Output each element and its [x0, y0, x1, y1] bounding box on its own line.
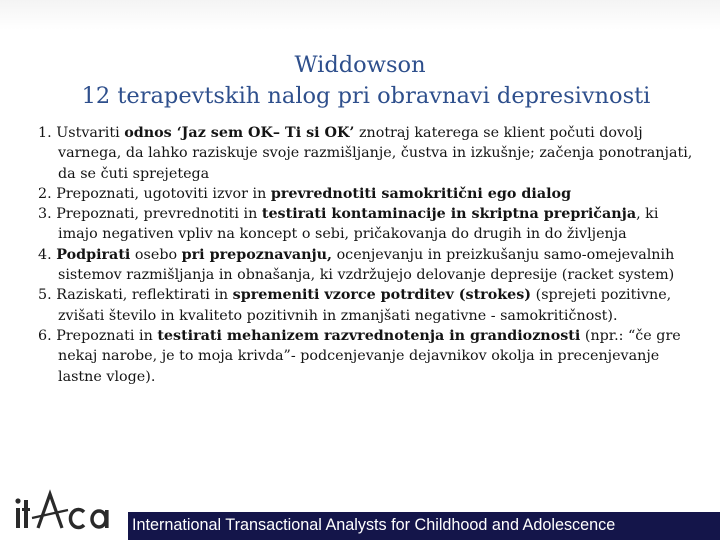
task-emphasis: prevrednotiti samokritični ego dialog: [270, 185, 572, 202]
task-emphasis: odnos ‘Jaz sem OK– Ti si OK’: [124, 125, 355, 141]
logo-letter-i: [16, 508, 20, 528]
task-emphasis: pri prepoznavanju,: [181, 246, 333, 263]
task-number: 4.: [38, 246, 52, 263]
title-line-2: 12 terapevtskih nalog pri obravnavi depresivnosti: [81, 83, 651, 109]
task-emphasis: testirati kontaminacije in skriptna prepričanja: [261, 206, 637, 223]
task-text: Prepoznati, ugotoviti izvor in: [51, 185, 271, 202]
footer-bar: [128, 512, 720, 540]
task-item-2: [38, 184, 698, 204]
task-number: 6.: [38, 327, 52, 344]
task-list: [38, 123, 698, 387]
task-text: znotraj katerega se klient počuti dovolj varnega, da lahko raziskuje svoje razmišljanje, čustva in izkušnje; začenja ponotranjati, da se čuti sprejetega: [58, 125, 693, 182]
slide-title: [0, 50, 720, 112]
task-number: 5.: [38, 287, 52, 304]
footer-text: International Transactional Analysts for Childhood and Adolescence: [132, 516, 616, 534]
task-text: ocenjevanju in preizkušanju samo-omejevalnih sistemov razmišljanja in obnašanja, ki vzdržujejo delovanje depresije (racket system): [58, 246, 675, 284]
task-emphasis: testirati mehanizem razvrednotenja in grandioznosti: [157, 327, 581, 344]
itaca-logo: [12, 488, 122, 534]
title-line-1: Widdowson: [294, 52, 426, 78]
task-text: (npr.: “če gre nekaj narobe, je to moja krivda”- podcenjevanje dejavnikov okolja in precenjevanje lastne vloge).: [58, 327, 681, 385]
task-text: Ustvariti: [51, 125, 125, 141]
task-number: 1.: [38, 125, 52, 141]
task-number: 2.: [38, 185, 52, 202]
task-item-5: [38, 285, 698, 326]
logo-letter-t: [24, 500, 28, 528]
task-text: osebo: [130, 246, 182, 263]
task-text: Raziskati, reflektirati in: [51, 287, 233, 304]
task-text: Prepoznati in: [51, 327, 158, 344]
task-item-6: [38, 326, 698, 387]
task-text: Prepoznati, prevrednotiti in: [51, 206, 262, 223]
task-text: (sprejeti pozitivne, zvišati število in kvaliteto pozitivnih in zmanjšati negativne - samokritičnost).: [58, 287, 672, 324]
task-item-4: [38, 245, 698, 286]
logo-letter-a-stem: [105, 510, 109, 528]
task-number: 3.: [38, 206, 52, 223]
logo-letter-t-bar: [22, 508, 30, 511]
logo-swash: [32, 510, 68, 518]
task-text: , ki imajo negativen vpliv na koncept o sebi, pričakovanja do drugih in do življenja: [58, 206, 659, 243]
task-emphasis: Podpirati: [56, 246, 131, 263]
logo-letter-c: [70, 510, 84, 528]
task-item-3: [38, 204, 698, 245]
top-band: [0, 0, 720, 30]
task-item-1: [38, 123, 698, 184]
logo-triangle: [38, 494, 62, 528]
logo-dot: [15, 498, 20, 503]
task-emphasis: spremeniti vzorce potrditev (strokes): [232, 287, 532, 304]
logo-letter-a: [92, 511, 106, 527]
